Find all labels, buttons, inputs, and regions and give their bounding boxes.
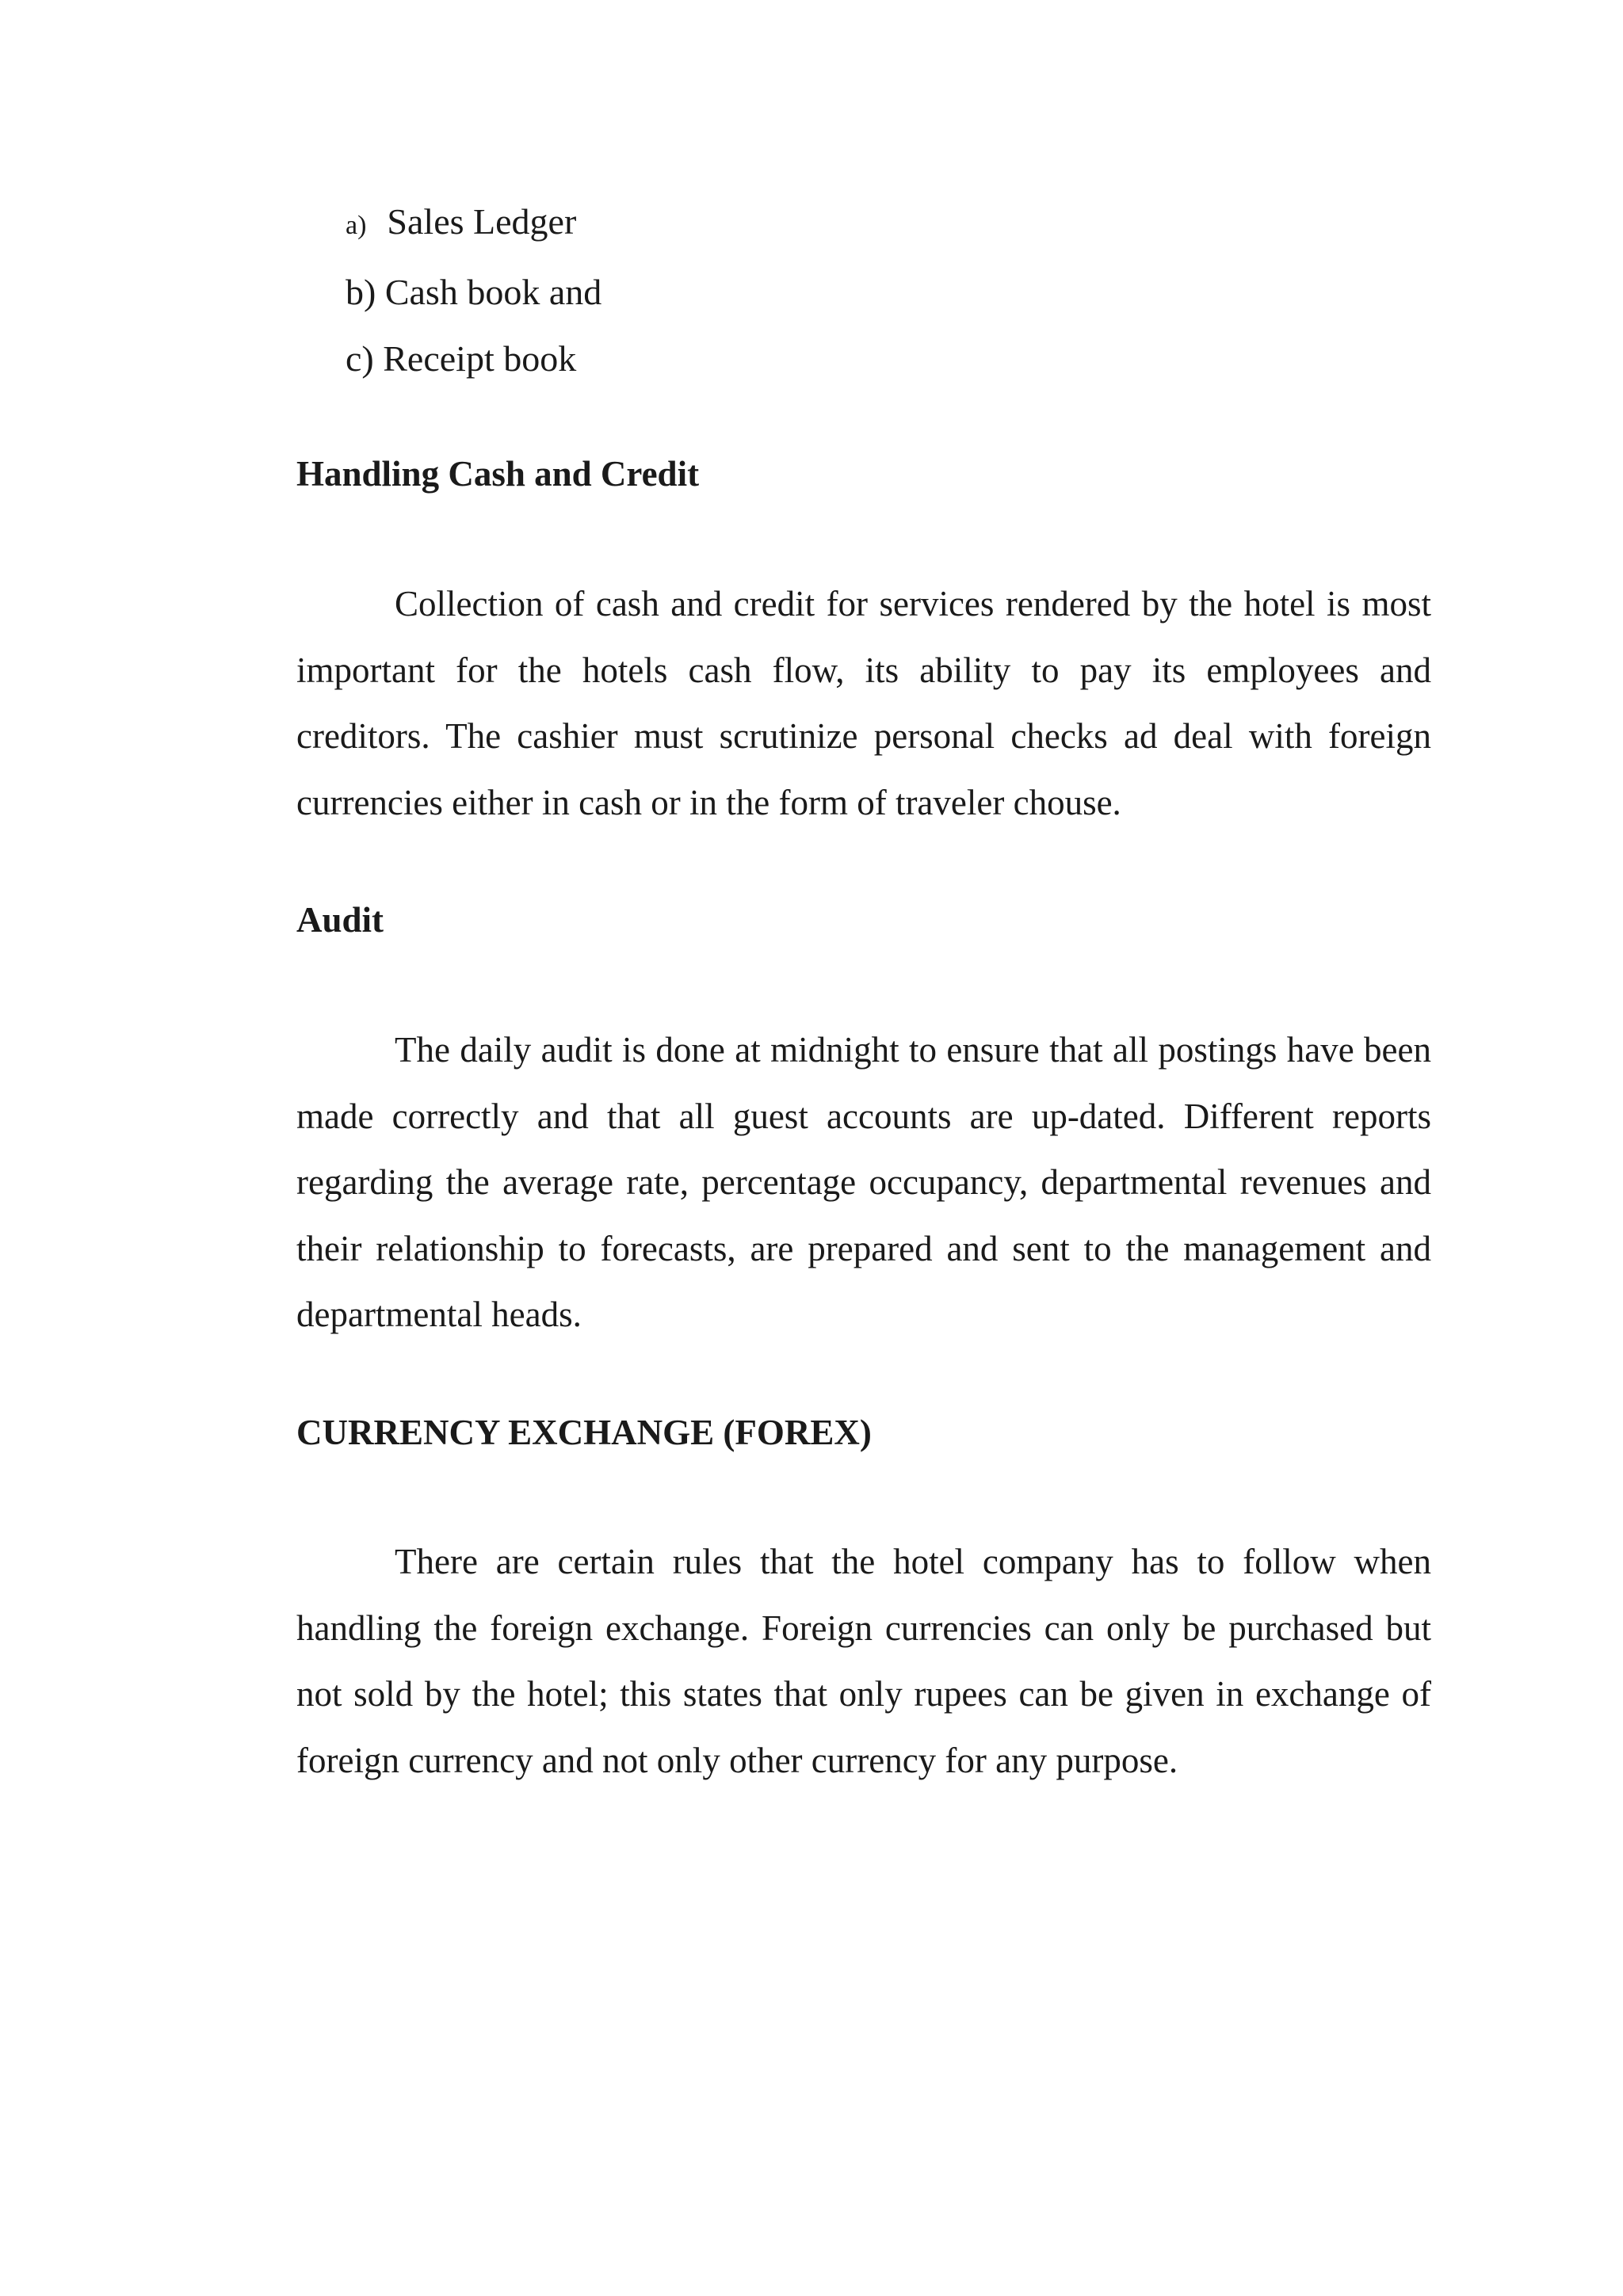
ledger-list — [346, 189, 601, 392]
list-item-text: Receipt book — [383, 338, 577, 379]
list-item-text: Cash book and — [384, 272, 602, 312]
list-marker: c) — [346, 338, 374, 379]
list-item-text: Sales Ledger — [387, 201, 577, 242]
list-marker: b) — [346, 272, 376, 312]
list-item — [346, 259, 601, 326]
section-heading-audit: Audit — [296, 900, 384, 940]
list-marker: a) — [346, 211, 367, 240]
section-body-forex: There are certain rules that the hotel company has to follow when handling the foreign exchange. Foreign currencies can only be purchased but not sold by the hotel; this states that only rupees can be given in exchange of foreign currency and not only other currency for any purpose. — [296, 1542, 1431, 1780]
list-item — [346, 326, 601, 392]
list-item — [346, 189, 601, 259]
section-body-audit: The daily audit is done at midnight to ensure that all postings have been made correctly and that all guest accounts are up-dated. Different reports regarding the average rate, percentage occupancy, departmental revenues and their relationship to forecasts, are prepared and sent to the management and departmental heads. — [296, 1030, 1431, 1334]
section-heading-forex: CURRENCY EXCHANGE (FOREX) — [296, 1413, 872, 1452]
section-heading-cash-credit: Handling Cash and Credit — [296, 454, 700, 494]
section-body-cash-credit: Collection of cash and credit for services rendered by the hotel is most important for the hotels cash flow, its ability to pay its employees and creditors. The cashier must scrutinize personal checks ad deal with foreign currencies either in cash or in the form of traveler chouse. — [296, 584, 1431, 822]
